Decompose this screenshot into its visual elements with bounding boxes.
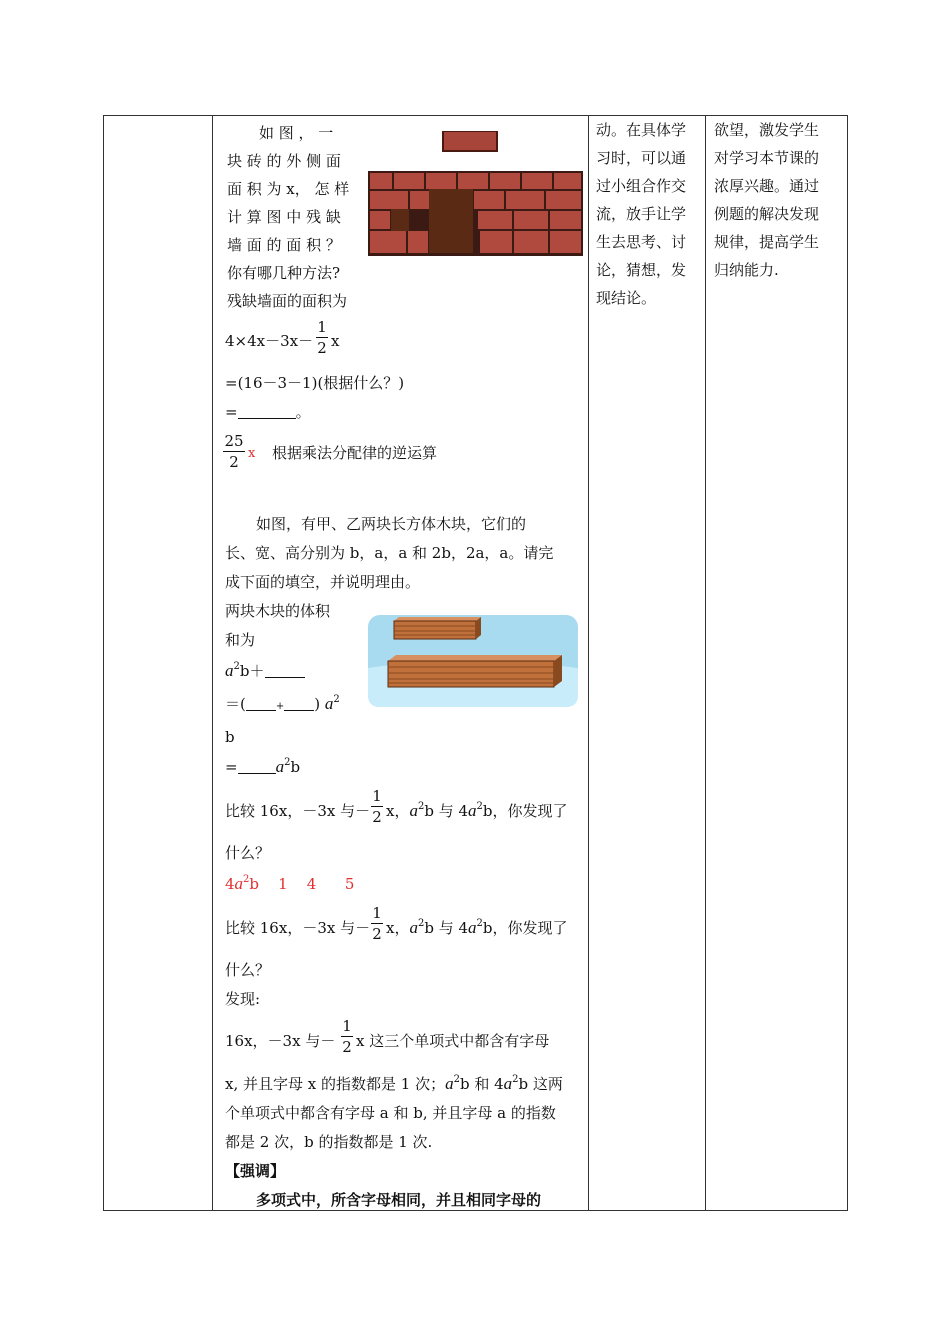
fraction-denominator: 2 xyxy=(372,925,382,943)
found-label: 发现: xyxy=(225,990,261,1008)
compare-end: 什么？ xyxy=(225,844,271,862)
question-line: 计 算 图 中 残 缺 xyxy=(227,208,341,226)
small-block xyxy=(394,617,481,639)
lesson-table xyxy=(103,115,848,1211)
red-answers xyxy=(225,874,354,894)
activity-line: 动。在具体学 xyxy=(596,121,687,139)
activity-line: 论，猜想，发 xyxy=(596,261,687,279)
volume-factored xyxy=(225,694,340,717)
compare-line xyxy=(225,801,370,821)
answer-value: 4 xyxy=(306,875,317,893)
compare-line-rest xyxy=(386,918,568,938)
intent-line: 例题的解决发现 xyxy=(714,205,820,223)
problem2-intro: 如图，有甲、乙两块长方体木块，它们的 xyxy=(256,515,527,533)
finding-text: b 和 4 xyxy=(459,1075,504,1093)
column-divider xyxy=(705,116,706,1210)
finding-text: b 这两 xyxy=(518,1075,563,1093)
question-line: 你有哪几种方法? xyxy=(227,264,341,282)
answer-blank xyxy=(265,663,305,678)
intent-line: 对学习本节课的 xyxy=(714,149,820,167)
volume-result xyxy=(225,757,300,777)
answer-value: 1 xyxy=(278,875,288,893)
variable-a: a xyxy=(503,1074,513,1093)
fraction-numerator: 1 xyxy=(372,787,382,805)
activity-line: 习时，可以通 xyxy=(596,149,687,167)
problem2-intro: 成下面的填空，并说明理由。 xyxy=(225,573,421,591)
exponent: 2 xyxy=(453,1074,460,1085)
plus-sign: + xyxy=(275,701,285,712)
problem2-intro: 长、宽、高分别为 b，a，a 和 2b，2a，a。请完 xyxy=(225,544,554,562)
exponent: 2 xyxy=(233,661,240,672)
fraction-half xyxy=(341,1017,353,1056)
variable-a: a xyxy=(468,801,477,820)
step-line-blank xyxy=(225,402,311,422)
answer-blank xyxy=(238,404,296,419)
exponent: 2 xyxy=(417,918,425,929)
exponent: 2 xyxy=(476,801,483,812)
fraction-denominator: 2 xyxy=(229,453,239,471)
question-line: 面 积 为 x， 怎 样 xyxy=(227,180,350,198)
equals-sign: = xyxy=(225,758,238,776)
brick-wall-image xyxy=(363,131,583,256)
equals-paren: ＝( xyxy=(225,695,246,713)
period: 。 xyxy=(295,403,311,421)
close-paren: ) xyxy=(314,695,321,713)
exponent: 2 xyxy=(476,918,483,929)
step-line: =(16－3－1)(根据什么？) xyxy=(225,374,405,392)
variable-a: a xyxy=(409,801,418,820)
exponent: 2 xyxy=(417,801,425,812)
area-expression xyxy=(225,331,313,351)
variable-b: b xyxy=(239,662,250,680)
variable-a: a xyxy=(324,694,334,713)
exponent: 2 xyxy=(333,694,340,705)
variable-a: a xyxy=(409,918,418,937)
compare-text: b 与 4 xyxy=(424,802,469,820)
exponent: 2 xyxy=(512,1074,519,1085)
equals-sign: = xyxy=(225,403,238,421)
wood-blocks-image xyxy=(366,613,582,709)
compare-text: x， xyxy=(386,802,410,820)
fraction-denominator: 2 xyxy=(342,1038,352,1056)
compare-text: b 与 4 xyxy=(424,919,469,937)
intent-line: 规律，提高学生 xyxy=(714,233,820,251)
compare-text: 比较 16x，－3x 与－ xyxy=(225,802,371,820)
answer-blank xyxy=(284,696,314,711)
compare-end: 什么？ xyxy=(225,961,271,979)
answer-fraction xyxy=(223,432,245,471)
compare-text: b，你发现了 xyxy=(482,919,568,937)
question-line: 残缺墙面的面积为 xyxy=(227,292,348,310)
fraction-half xyxy=(316,318,328,357)
question-line: 如 图 ， 一 xyxy=(259,124,334,142)
answer-value: b xyxy=(249,875,260,893)
answer-note: 根据乘法分配律的逆运算 xyxy=(272,444,438,462)
variable-a: a xyxy=(275,757,285,776)
activity-line: 流，放手让学 xyxy=(596,205,687,223)
finding-text: 个单项式中都含有字母 a 和 b, 并且字母 a 的指数 xyxy=(225,1104,556,1122)
emphasis-text: 多项式中，所含字母相同，并且相同字母的 xyxy=(256,1191,542,1209)
fraction-numerator: 25 xyxy=(224,432,244,450)
question-line: 块 砖 的 外 侧 面 xyxy=(227,152,341,170)
volume-label: 两块木块的体积 xyxy=(225,602,331,620)
fraction-numerator: 1 xyxy=(372,904,382,922)
loose-brick xyxy=(443,131,497,151)
expression-variable: x xyxy=(331,332,340,350)
large-block xyxy=(388,655,562,687)
content-column xyxy=(213,116,588,1212)
compare-line xyxy=(225,918,370,938)
column-divider xyxy=(588,116,589,1210)
missing-area xyxy=(391,209,409,231)
variable-a: a xyxy=(225,661,234,680)
problem1-question xyxy=(227,119,351,315)
activity-line: 过小组合作交 xyxy=(596,177,687,195)
variable-b: b xyxy=(225,728,235,746)
intent-line: 归纳能力. xyxy=(714,261,779,279)
expression-text: 4×4x－3x－ xyxy=(225,332,314,350)
variable-a: a xyxy=(468,918,477,937)
activity-line: 现结论。 xyxy=(596,289,657,307)
answer-blank xyxy=(238,759,276,774)
fraction-numerator: 1 xyxy=(317,318,327,336)
finding-text: x 这三个单项式中都含有字母 xyxy=(356,1032,550,1050)
variable-a: a xyxy=(445,1074,454,1093)
fraction-denominator: 2 xyxy=(372,808,382,826)
finding-text: 都是 2 次，b 的指数都是 1 次. xyxy=(225,1133,433,1151)
plus-sign: ＋ xyxy=(249,662,265,680)
variable-a: a xyxy=(234,874,244,893)
intent-text xyxy=(714,116,819,284)
question-line: 墙 面 的 面 积 ？ xyxy=(227,236,341,254)
volume-label: 和为 xyxy=(225,631,256,649)
compare-text: x， xyxy=(386,919,410,937)
answer-blank xyxy=(246,696,276,711)
intent-line: 浓厚兴趣。通过 xyxy=(714,177,820,195)
exponent: 2 xyxy=(284,757,291,768)
fraction-half xyxy=(371,904,383,943)
finding-text: x, 并且字母 x 的指数都是 1 次； xyxy=(225,1075,446,1093)
activity-line: 生去思考、讨 xyxy=(596,233,687,251)
exponent: 2 xyxy=(243,874,250,885)
answer-variable: x xyxy=(248,446,256,461)
compare-line-rest xyxy=(386,801,568,821)
finding-text: 16x，－3x 与－ xyxy=(225,1032,336,1050)
emphasis-heading: 【强调】 xyxy=(225,1162,286,1180)
variable-b: b xyxy=(290,758,301,776)
answer-value: 5 xyxy=(344,875,355,893)
compare-text: b，你发现了 xyxy=(482,802,568,820)
intent-line: 欲望，激发学生 xyxy=(714,121,820,139)
answer-value: 4 xyxy=(225,875,235,893)
missing-area xyxy=(429,189,473,253)
finding-line xyxy=(225,1074,563,1094)
activity-text xyxy=(596,116,686,312)
fraction-denominator: 2 xyxy=(317,339,327,357)
compare-text: 比较 16x，－3x 与－ xyxy=(225,919,371,937)
fraction-numerator: 1 xyxy=(342,1017,352,1035)
volume-expression xyxy=(225,661,305,681)
fraction-half xyxy=(371,787,383,826)
